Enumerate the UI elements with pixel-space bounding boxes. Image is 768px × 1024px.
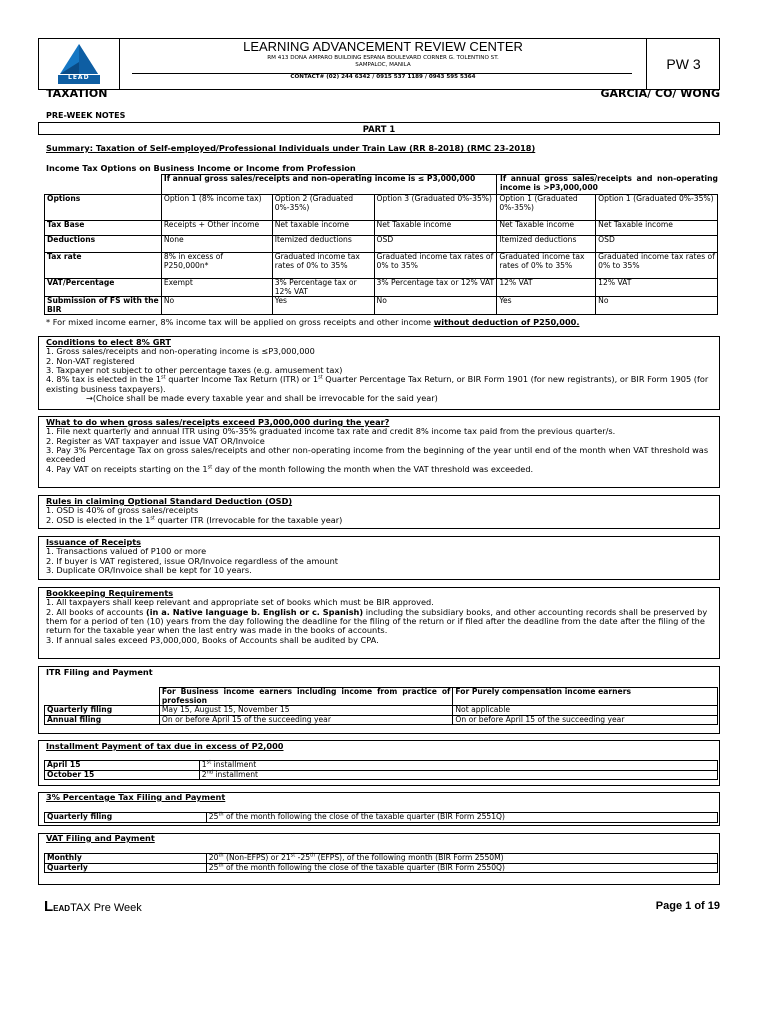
footer-brand: LEADTAX Pre Week bbox=[44, 898, 142, 915]
options-cell: Graduated income tax rates of 0% to 35% bbox=[596, 253, 718, 279]
options-cell: Net taxable income bbox=[272, 221, 374, 236]
exceed-item: 4. Pay VAT on receipts starting on the 1st day of the month following the month when the VAT threshold was exceeded. bbox=[46, 463, 534, 474]
options-row bbox=[45, 195, 718, 221]
options-row bbox=[45, 253, 718, 279]
page-number: Page 1 of 19 bbox=[655, 900, 720, 912]
receipts-title: Issuance of Receipts bbox=[46, 537, 141, 547]
org-name: LEARNING ADVANCEMENT REVIEW CENTER bbox=[243, 39, 523, 54]
options-cell: Graduated income tax rates of 0% to 35% bbox=[497, 253, 596, 279]
installment-desc: 2nd installment bbox=[199, 770, 717, 780]
itr-head-comp: For Purely compensation income earners bbox=[453, 688, 718, 706]
org-address: RM 413 DONA AMPARO BUILDING ESPANA BOULEVARD CORNER G. TOLENTINO ST. SAMPALOC, MANILA bbox=[267, 55, 499, 68]
options-cell: No bbox=[161, 297, 272, 315]
options-cell: Option 1 (Graduated 0%-35%) bbox=[596, 195, 718, 221]
subject-title: TAXATION bbox=[46, 87, 108, 100]
options-cell: Net Taxable income bbox=[596, 221, 718, 236]
options-footnote-emphasis: without deduction of P250,000. bbox=[433, 317, 580, 327]
vat-title: VAT Filing and Payment bbox=[46, 833, 155, 843]
options-cell: Option 2 (Graduated 0%-35%) bbox=[272, 195, 374, 221]
options-row-label: VAT/Percentage bbox=[45, 279, 162, 297]
receipts-item: 1. Transactions valued of P100 or more bbox=[46, 546, 207, 557]
options-cell: Option 1 (8% income tax) bbox=[161, 195, 272, 221]
options-row-label: Tax Base bbox=[45, 221, 162, 236]
options-cell: Yes bbox=[497, 297, 596, 315]
bookkeeping-content bbox=[46, 589, 716, 645]
bookkeeping-item: 1. All taxpayers shall keep relevant and appropriate set of books which must be BIR approved. bbox=[46, 597, 434, 608]
vat-monthly-desc: 20th (Non-EFPS) or 21st -25th (EFPS), of the following month (BIR Form 2550M) bbox=[206, 854, 717, 864]
part-banner: PART 1 bbox=[38, 122, 720, 135]
receipts-item: 3. Duplicate OR/Invoice shall be kept for 10 years. bbox=[46, 565, 252, 576]
options-cell: Graduated income tax rates of 0% to 35% bbox=[374, 253, 497, 279]
options-cell: OSD bbox=[596, 236, 718, 253]
options-cell: Net Taxable income bbox=[374, 221, 497, 236]
exceed-item: 2. Register as VAT taxpayer and issue VAT OR/Invoice bbox=[46, 435, 265, 446]
percentage-label: Quarterly filing bbox=[45, 813, 207, 823]
itr-row-comp: Not applicable bbox=[453, 706, 718, 716]
income-tax-options-table bbox=[44, 174, 718, 315]
summary-heading: Summary: Taxation of Self-employed/Professional Individuals under Train Law (RR 8-2018) (RMC 23-2018) bbox=[46, 143, 536, 153]
logo-text: LEAD bbox=[68, 74, 90, 81]
options-cell: Itemized deductions bbox=[272, 236, 374, 253]
percentage-table bbox=[44, 812, 718, 823]
options-cell: 12% VAT bbox=[596, 279, 718, 297]
options-row bbox=[45, 279, 718, 297]
options-cell: 12% VAT bbox=[497, 279, 596, 297]
org-contact: CONTACT# (02) 244 6342 / 0915 537 1189 / 0943 595 5364 bbox=[290, 74, 476, 80]
options-cell: 3% Percentage tax or 12% VAT bbox=[374, 279, 497, 297]
vat-monthly-label: Monthly bbox=[45, 854, 207, 864]
osd-item: 1. OSD is 40% of gross sales/receipts bbox=[46, 505, 199, 516]
itr-head-business: For Business income earners including income from practice of profession bbox=[159, 688, 453, 706]
percentage-desc: 25th of the month following the close of the taxable quarter (BIR Form 2551Q) bbox=[206, 813, 717, 823]
options-footnote: * For mixed income earner, 8% income tax will be applied on gross receipts and other income without deduction of P250,000. bbox=[46, 317, 580, 327]
options-row-label: Options bbox=[45, 195, 162, 221]
options-cell: Option 1 (Graduated 0%-35%) bbox=[497, 195, 596, 221]
options-cell: Graduated income tax rates of 0% to 35% bbox=[272, 253, 374, 279]
receipts-item: 2. If buyer is VAT registered, issue OR/Invoice regardless of the amount bbox=[46, 555, 339, 566]
vat-quarterly-label: Quarterly bbox=[45, 863, 207, 873]
conditions-content bbox=[46, 338, 714, 403]
options-cell: Itemized deductions bbox=[497, 236, 596, 253]
options-cell: OSD bbox=[374, 236, 497, 253]
installment-date: April 15 bbox=[45, 761, 200, 771]
osd-content bbox=[46, 497, 714, 525]
condition-item: 1. Gross sales/receipts and non-operating income is ≤P3,000,000 bbox=[46, 346, 315, 357]
installment-desc: 1st installment bbox=[199, 761, 717, 771]
conditions-title: Conditions to elect 8% GRT bbox=[46, 337, 171, 347]
options-cell: Receipts + Other income bbox=[161, 221, 272, 236]
options-row bbox=[45, 297, 718, 315]
options-caption: Income Tax Options on Business Income or Income from Profession bbox=[46, 163, 356, 173]
logo-cell bbox=[38, 38, 120, 90]
installment-table bbox=[44, 760, 718, 780]
options-cell: Yes bbox=[272, 297, 374, 315]
bookkeeping-item: 2. All books of accounts (in a. Native language b. English or c. Spanish) including the subsidiary books, and other accounting records shall be preserved by them for a period of ten (10) years from the day following the deadline for the filing of the return or if filed after the deadline from the date after the filing of the return for the taxable year when the last entry was made in the books of accounts. bbox=[46, 606, 708, 636]
options-row-label: Tax rate bbox=[45, 253, 162, 279]
exceed-item: 1. File next quarterly and annual ITR using 0%-35% graduated income tax rate and credit 8% income tax paid from the previous quarter/s. bbox=[46, 426, 616, 437]
bookkeeping-item: 3. If annual sales exceed P3,000,000, Books of Accounts shall be audited by CPA. bbox=[46, 634, 379, 645]
notes-title: PRE-WEEK NOTES bbox=[46, 111, 126, 120]
lead-logo-icon bbox=[38, 38, 120, 90]
osd-title: Rules in claiming Optional Standard Deduction (OSD) bbox=[46, 496, 293, 506]
condition-item: 2. Non-VAT registered bbox=[46, 355, 135, 366]
options-cell: Net Taxable income bbox=[497, 221, 596, 236]
installment-date: October 15 bbox=[45, 770, 200, 780]
itr-table bbox=[44, 687, 718, 725]
options-row bbox=[45, 236, 718, 253]
condition-item: 3. Taxpayer not subject to other percentage taxes (e.g. amusement tax) bbox=[46, 365, 343, 376]
exceed-item: 3. Pay 3% Percentage Tax on gross sales/receipts and other non-operating income from the beginning of the year until end of the month when VAT threshold was exceeded bbox=[46, 445, 709, 465]
options-row-label: Deductions bbox=[45, 236, 162, 253]
exceed-content bbox=[46, 418, 714, 474]
options-cell: Option 3 (Graduated 0%-35%) bbox=[374, 195, 497, 221]
percentage-title: 3% Percentage Tax Filing and Payment bbox=[46, 792, 226, 802]
head-below-threshold: If annual gross sales/receipts and non-operating income is ≤ P3,000,000 bbox=[161, 175, 496, 195]
vat-quarterly-desc: 25th of the month following the close of the taxable quarter (BIR Form 2550Q) bbox=[206, 863, 717, 873]
itr-row-business: On or before April 15 of the succeeding year bbox=[159, 715, 453, 725]
options-row bbox=[45, 221, 718, 236]
options-row-label: Submission of FS with the BIR bbox=[45, 297, 162, 315]
condition-item: 4. 8% tax is elected in the 1st quarter Income Tax Return (ITR) or 1st Quarter Percentage Tax Return, or BIR Form 1901 (for new registrants), or BIR Form 1905 (for existing business taxpayers). bbox=[46, 374, 709, 394]
receipts-content bbox=[46, 538, 714, 575]
vat-table bbox=[44, 853, 718, 873]
options-cell: No bbox=[596, 297, 718, 315]
itr-row-label: Annual filing bbox=[45, 715, 160, 725]
itr-row-label: Quarterly filing bbox=[45, 706, 160, 716]
itr-title: ITR Filing and Payment bbox=[46, 667, 153, 677]
doc-code: PW 3 bbox=[646, 38, 720, 90]
installment-title: Installment Payment of tax due in excess of P2,000 bbox=[46, 741, 284, 751]
bookkeeping-title: Bookkeeping Requirements bbox=[46, 588, 174, 598]
itr-row-comp: On or before April 15 of the succeeding year bbox=[453, 715, 718, 725]
head-above-threshold: If annual gross sales/receipts and non-operating income is >P3,000,000 bbox=[500, 174, 718, 192]
options-cell: Exempt bbox=[161, 279, 272, 297]
options-cell: 8% in excess of P250,000n* bbox=[161, 253, 272, 279]
itr-row-business: May 15, August 15, November 15 bbox=[159, 706, 453, 716]
authors: GARCIA/ CO/ WONG bbox=[600, 87, 720, 100]
options-cell: No bbox=[374, 297, 497, 315]
exceed-title: What to do when gross sales/receipts exceed P3,000,000 during the year? bbox=[46, 417, 390, 427]
conditions-note: →(Choice shall be made every taxable year and shall be irrevocable for the said year) bbox=[86, 393, 438, 404]
options-cell: None bbox=[161, 236, 272, 253]
osd-item: 2. OSD is elected in the 1st quarter ITR (Irrevocable for the taxable year) bbox=[46, 514, 343, 525]
options-cell: 3% Percentage tax or 12% VAT bbox=[272, 279, 374, 297]
